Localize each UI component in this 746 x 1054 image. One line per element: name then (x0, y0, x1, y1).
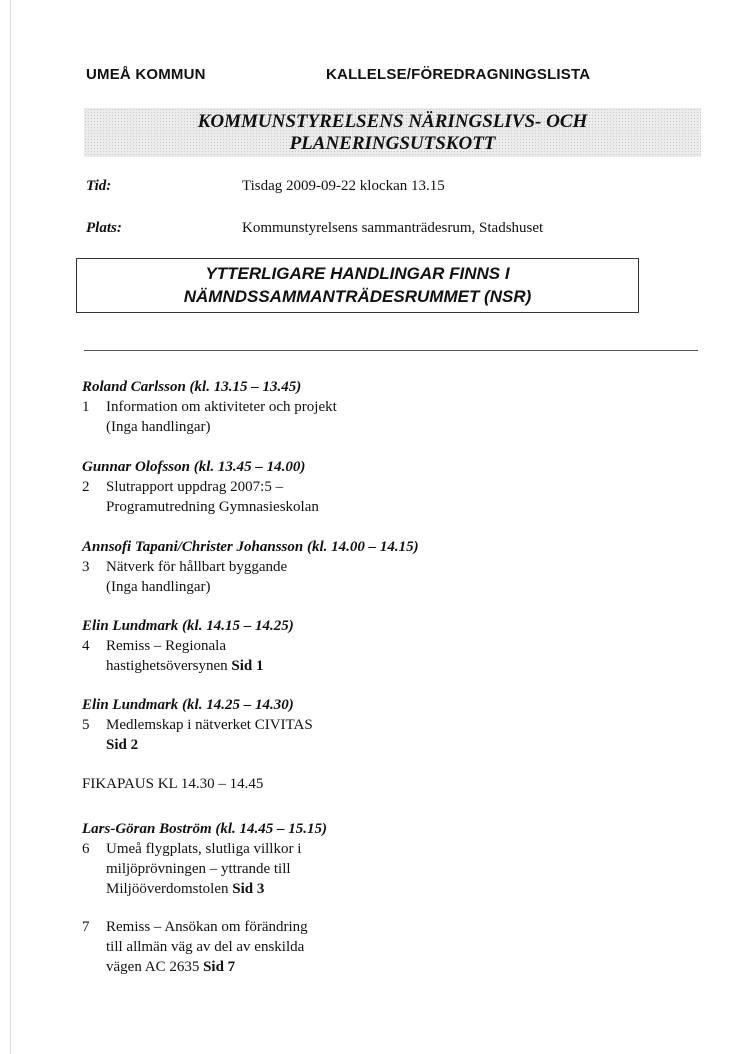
committee-title-box (84, 108, 701, 157)
speaker: Elin Lundmark (kl. 14.25 – 14.30) (82, 697, 294, 713)
item-number: 7 (82, 919, 90, 935)
item-number: 1 (82, 399, 90, 415)
item-text: Nätverk för hållbart byggande (106, 559, 288, 575)
page-reference: Sid 2 (106, 737, 139, 753)
item-text: Remiss – Regionala (106, 638, 226, 654)
agenda-item-3 (82, 537, 419, 597)
page-reference: Sid 3 (232, 881, 265, 897)
speaker: Lars-Göran Boström (kl. 14.45 – 15.15) (82, 821, 328, 837)
item-number: 5 (82, 717, 90, 733)
agenda-item-1 (82, 377, 337, 437)
agenda-item-4 (82, 616, 294, 676)
committee-title-line-1: KOMMUNSTYRELSENS NÄRINGSLIVS- OCH (197, 111, 588, 132)
agenda-item-2 (82, 457, 319, 517)
item-number: 2 (82, 479, 90, 495)
committee-title-line-2: PLANERINGSUTSKOTT (289, 133, 496, 154)
speaker: Roland Carlsson (kl. 13.15 – 13.45) (82, 379, 302, 395)
speaker: Elin Lundmark (kl. 14.15 – 14.25) (82, 618, 294, 634)
item-text: Information om aktiviteter och projekt (106, 399, 337, 415)
time-value: Tisdag 2009-09-22 klockan 13.15 (242, 178, 445, 194)
item-text: till allmän väg av del av enskilda (106, 939, 305, 955)
page-reference: Sid 7 (203, 959, 236, 975)
agenda-item-5 (82, 695, 313, 755)
notice-line-2: NÄMNDSSAMMANTRÄDESRUMMET (NSR) (183, 287, 532, 306)
time-label: Tid: (86, 178, 112, 194)
item-text: vägen AC 2635 (106, 959, 200, 975)
document-type: KALLELSE/FÖREDRAGNINGSLISTA (326, 66, 591, 83)
speaker: Gunnar Olofsson (kl. 13.45 – 14.00) (82, 459, 306, 475)
additional-documents-notice (76, 258, 639, 313)
notice-line-1: YTTERLIGARE HANDLINGAR FINNS I (205, 264, 510, 283)
page-reference: Sid 1 (231, 658, 264, 674)
speaker: Annsofi Tapani/Christer Johansson (kl. 14.00 – 14.15) (82, 539, 419, 555)
item-text: Remiss – Ansökan om förändring (106, 919, 308, 935)
item-number: 6 (82, 841, 90, 857)
item-number: 3 (82, 559, 90, 575)
item-text: miljöprövningen – yttrande till (106, 861, 291, 877)
item-text: (Inga handlingar) (106, 419, 211, 435)
item-text: (Inga handlingar) (106, 579, 211, 595)
org-name: UMEÅ KOMMUN (86, 66, 206, 83)
agenda-item-7 (82, 917, 308, 977)
coffee-break: FIKAPAUS KL 14.30 – 14.45 (82, 776, 264, 792)
item-text: hastighetsöversynen (106, 658, 228, 674)
item-text: Slutrapport uppdrag 2007:5 – (106, 479, 284, 495)
divider (84, 350, 698, 351)
item-text: Miljööverdomstolen (106, 881, 229, 897)
page-margin-line (10, 0, 11, 1054)
place-value: Kommunstyrelsens sammanträdesrum, Stadshuset (242, 220, 544, 236)
item-text: Programutredning Gymnasieskolan (106, 499, 319, 515)
item-text: Medlemskap i nätverket CIVITAS (106, 717, 313, 733)
agenda-item-6 (82, 819, 327, 899)
item-number: 4 (82, 638, 90, 654)
item-text: Umeå flygplats, slutliga villkor i (106, 841, 302, 857)
place-label: Plats: (86, 220, 122, 236)
